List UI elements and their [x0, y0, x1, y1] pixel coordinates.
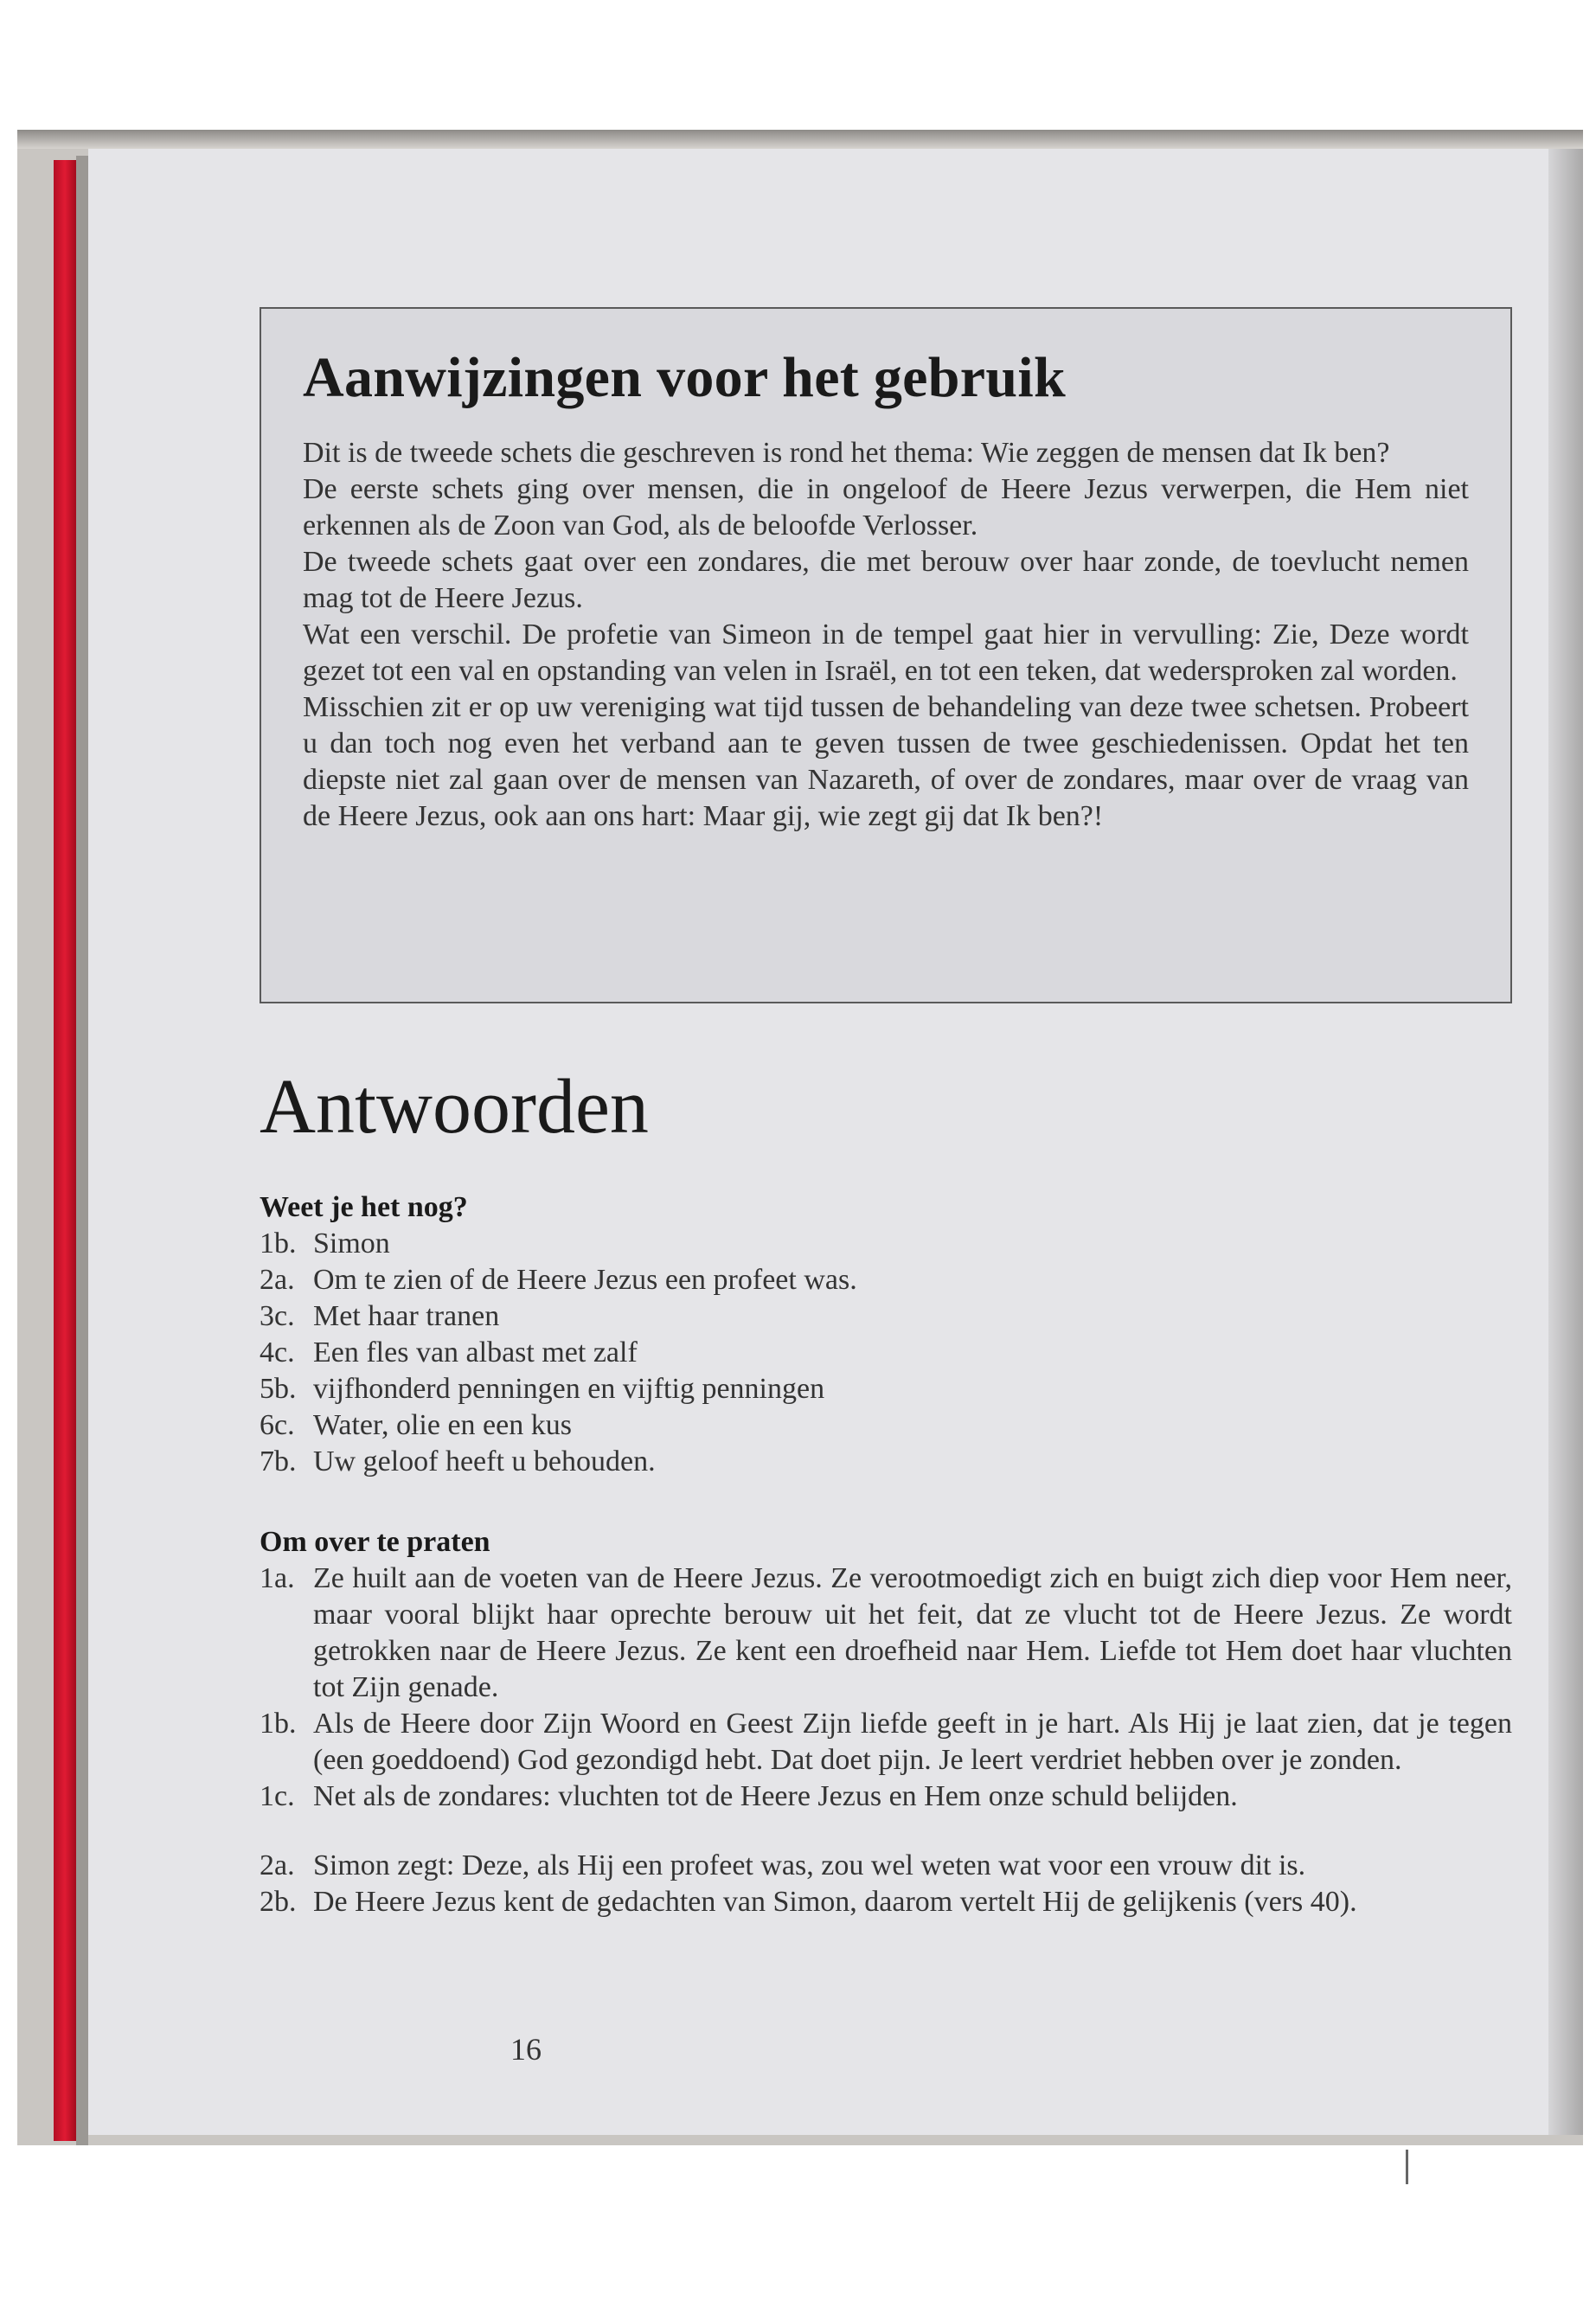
list-item	[260, 1298, 1512, 1335]
item-text: Met haar tranen	[313, 1300, 500, 1332]
book-top-edge	[17, 130, 1583, 149]
item-text: Water, olie en een kus	[313, 1409, 572, 1441]
weet-je-het-nog-heading: Weet je het nog?	[260, 1191, 468, 1223]
item-text: Net als de zondares: vluchten tot de Heere Jezus en Hem onze schuld belijden.	[313, 1780, 1238, 1812]
list-item	[260, 1444, 1512, 1480]
item-number: 6c.	[260, 1409, 295, 1441]
list-item	[260, 1262, 1512, 1298]
answers-title: Antwoorden	[260, 1064, 649, 1150]
item-text: Ze huilt aan de voeten van de Heere Jezus. Ze verootmoedigt zich en buigt zich diep voor Hem neer, maar vooral blijkt haar oprechte berouw uit het feit, dat ze vlucht tot de Heere Jezus. Ze wordt getrokken naar de Heere Jezus. Ze kent een droefheid naar Hem. Liefde tot Hem doet haar vluchten tot Zijn genade.	[313, 1562, 1512, 1703]
item-text: Een fles van albast met zalf	[313, 1336, 638, 1368]
item-number: 1b.	[260, 1227, 297, 1259]
list-item	[260, 1371, 1512, 1407]
instructions-box	[260, 307, 1512, 1003]
item-text: De Heere Jezus kent de gedachten van Simon, daarom vertelt Hij de gelijkenis (vers 40).	[313, 1886, 1357, 1918]
red-page-edge	[54, 160, 76, 2141]
page-shadow	[1548, 149, 1583, 2135]
weet-je-het-nog-section	[260, 1189, 1512, 1480]
item-number: 2a.	[260, 1264, 295, 1296]
list-item	[260, 1561, 1512, 1706]
item-text: Uw geloof heeft u behouden.	[313, 1445, 656, 1477]
page-gutter	[76, 156, 88, 2145]
item-number: 2b.	[260, 1886, 297, 1918]
instructions-paragraph: Wat een verschil. De profetie van Simeon in de tempel gaat hier in vervulling: Zie, Deze wordt gezet tot een val en opstanding van velen in Israël, en tot een teken, dat wedersproken zal worden.	[303, 619, 1469, 687]
item-text: vijfhonderd penningen en vijftig penningen	[313, 1373, 825, 1405]
item-number: 1b.	[260, 1708, 297, 1740]
list-item	[260, 1407, 1512, 1444]
list-item	[260, 1706, 1512, 1779]
item-number: 1c.	[260, 1780, 295, 1812]
item-number: 4c.	[260, 1336, 295, 1368]
list-item	[260, 1779, 1512, 1815]
om-over-te-praten-heading: Om over te praten	[260, 1526, 490, 1558]
instructions-title: Aanwijzingen voor het gebruik	[303, 346, 1067, 409]
item-text: Als de Heere door Zijn Woord en Geest Zijn liefde geeft in je hart. Als Hij je laat zien, dat je tegen (een goeddoend) God gezondigd hebt. Dat doet pijn. Je leert verdriet hebben over je zonden.	[313, 1708, 1512, 1776]
instructions-paragraph: De tweede schets gaat over een zondares, die met berouw over haar zonde, de toevlucht nemen mag tot de Heere Jezus.	[303, 546, 1469, 614]
instructions-paragraph: Misschien zit er op uw vereniging wat tijd tussen de behandeling van deze twee schetsen. Probeert u dan toch nog even het verband aan te geven tussen de twee geschiedenissen. Opdat het ten diepste niet zal gaan over de mensen van Nazareth, of over de zondares, maar over de vraag van de Heere Jezus, ook aan ons hart: Maar gij, wie zegt gij dat Ik ben?!	[303, 691, 1469, 832]
item-number: 3c.	[260, 1300, 295, 1332]
list-item	[260, 1884, 1512, 1920]
instructions-paragraph: Dit is de tweede schets die geschreven is rond het thema: Wie zeggen de mensen dat Ik ben?	[303, 437, 1390, 469]
list-item	[260, 1226, 1512, 1262]
scan-mark	[1406, 2150, 1408, 2184]
om-over-te-praten-section	[260, 1524, 1512, 1920]
instructions-paragraph: De eerste schets ging over mensen, die in ongeloof de Heere Jezus verwerpen, die Hem niet erkennen als de Zoon van God, als de beloofde Verlosser.	[303, 473, 1469, 542]
item-number: 7b.	[260, 1445, 297, 1477]
item-text: Simon	[313, 1227, 390, 1259]
item-number: 1a.	[260, 1562, 295, 1594]
item-number: 5b.	[260, 1373, 297, 1405]
list-item	[260, 1335, 1512, 1371]
item-text: Om te zien of de Heere Jezus een profeet was.	[313, 1264, 857, 1296]
list-item	[260, 1848, 1512, 1884]
item-text: Simon zegt: Deze, als Hij een profeet was, zou wel weten wat voor een vrouw dit is.	[313, 1849, 1306, 1881]
page-number: 16	[510, 2032, 542, 2067]
item-number: 2a.	[260, 1849, 295, 1881]
spacer	[260, 1815, 1512, 1848]
